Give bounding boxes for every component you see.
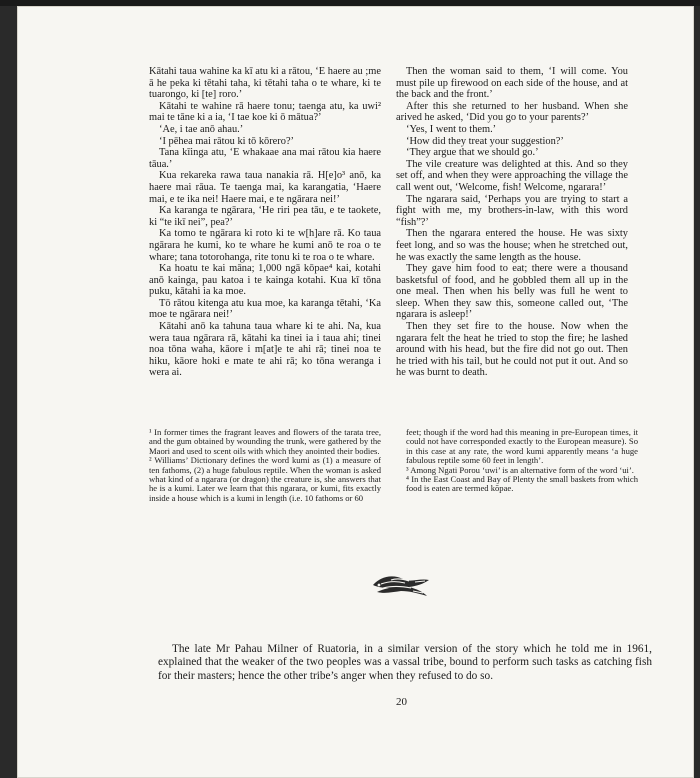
maori-paragraph: Ka karanga te ngārara, ‘He riri pea tāu, e te taokete, ki “te ikī nei”, pea?’	[149, 205, 381, 228]
maori-text-column	[149, 66, 381, 379]
footnote: ⁴ In the East Coast and Bay of Plenty the small baskets from which food is eaten are termed kōpae.	[406, 474, 638, 494]
english-paragraph: Then they set fire to the house. Now when the ngarara felt the heat he tried to stop the fire; he lashed around with his head, but the fire did not go out. Then he tried with his tail, but he could not put it out. And so he was burnt to death.	[396, 321, 628, 379]
english-paragraph: ‘They argue that we should go.’	[406, 147, 539, 159]
english-paragraph: Then the ngarara entered the house. He was sixty feet long, and so was the house; when he stretched out, he was exactly the same length as the house.	[396, 228, 628, 263]
maori-paragraph: Ka tomo te ngārara ki roto ki te w[h]are rā. Ko taua ngārara he kumi, ko te whare he kumi anō te roa o te whare; tana totorohanga, rite tonu ki te roa o te whare.	[149, 228, 381, 263]
maori-paragraph: ‘I pēhea mai rātou ki tō kōrero?’	[159, 135, 295, 147]
closing-text: The late Mr Pahau Milner of Ruatoria, in a similar version of the story which he told me in 1961, explained that the weaker of the two peoples was a vassal tribe, bound to perform such tasks as catching fish for their masters; hence the other tribe’s anger when they refused to do so.	[158, 643, 652, 682]
english-paragraph: The ngarara said, ‘Perhaps you are trying to start a fight with me, my brothers-in-law, with this word “fish”?’	[396, 193, 628, 228]
maori-paragraph: Kua rekareka rawa taua nanakia rā. H[e]o³ anō, ka haere mai rāua. Te taenga mai, ka karangatia, ‘Haere mai, e te ika nei! Haere mai, e te ngārara nei!’	[149, 170, 381, 205]
footnote: ³ Among Ngati Porou ‘uwi’ is an alternative form of the word ‘ui’.	[406, 464, 634, 475]
english-paragraph: Then the woman said to them, ‘I will come. You must pile up firewood on each side of the house, and at the back and the front.’	[396, 66, 628, 101]
english-paragraph: After this she returned to her husband. When she arived he asked, ‘Did you go to your parents?’	[396, 100, 628, 124]
maori-paragraph: ‘Ae, i tae anō ahau.’	[159, 123, 244, 135]
english-paragraph: ‘Yes, I went to them.’	[406, 123, 497, 135]
maori-paragraph: Tana kīinga atu, ‘E whakaae ana mai rātou kia haere tāua.’	[149, 147, 381, 170]
maori-paragraph: Kātahi taua wahine ka kī atu ki a rātou, ‘E haere au ;me ā he peka ki tētahi taha, ki tētahi taha o te whare, ki te tuarongo, ki [te] roro.’	[149, 66, 381, 101]
maori-paragraph: Kātahi te wahine rā haere tonu; taenga atu, ka uwi² mai te tāne ki a ia, ‘I tae koe ki ō mātua?’	[149, 100, 381, 124]
footnote: ² Williams’ Dictionary defines the word kumi as (1) a measure of ten fathoms, (2) a huge fabulous reptile. When the woman is asked what kind of a ngarara (or dragon) the creature is, she answers that he is a kumi. Later we learn that this ngarara, or kumi, fits exactly inside a house which is a kumi in length (i.e. 10 fathoms or 60	[149, 455, 381, 503]
english-paragraph: The vile creature was delighted at this. And so they set off, and when they were approaching the village the call went out, ‘Welcome, fish! Welcome, ngarara!’	[396, 158, 628, 193]
maori-paragraph: Kātahi anō ka tahuna taua whare ki te ahi. Na, kua wera taua ngārara rā, kātahi ka tinei ia i taua ahi; tinei noa tōna waha, kāore i m[at]e te ahi rā; tinei noa te hiku, kāore hoki e mate te ahi rā; ko tōna weranga i wera ai.	[149, 321, 381, 379]
maori-paragraph: Tō rātou kitenga atu kua moe, ka karanga tētahi, ‘Ka moe te ngārara nei!’	[149, 297, 381, 321]
footnote: feet; though if the word had this meaning in pre-European times, it could not have corresponded exactly to the European measure). So in this case at any rate, the word kumi apparently means ‘a huge fabulous reptile some 60 feet in length’.	[406, 427, 638, 466]
maori-paragraph: Ka hoatu te kai māna; 1,000 ngā kōpae⁴ kai, kotahi anō kainga, pau katoa i te kainga kotahi. Kua kī tōna puku, kātahi ia ka moe.	[149, 263, 381, 298]
footnotes-left	[149, 428, 381, 503]
footnote: ¹ In former times the fragrant leaves and flowers of the tarata tree, and the gum obtained by wounding the trunk, were gathered by the Maori and used to scent oils with which they anointed their bodies.	[149, 427, 381, 456]
footnotes-right	[406, 428, 638, 494]
closing-paragraph	[158, 643, 652, 683]
english-text-column	[396, 66, 628, 379]
maori-carving-ornament-icon	[371, 570, 433, 600]
english-paragraph: They gave him food to eat; there were a thousand basketsful of food, and he gobbled them all up in the one meal. Then when his belly was full he went to sleep. When they saw this, someone called out, ‘The ngarara is asleep!’	[396, 263, 628, 321]
english-paragraph: ‘How did they treat your suggestion?’	[406, 135, 564, 147]
page-number: 20	[396, 696, 407, 708]
